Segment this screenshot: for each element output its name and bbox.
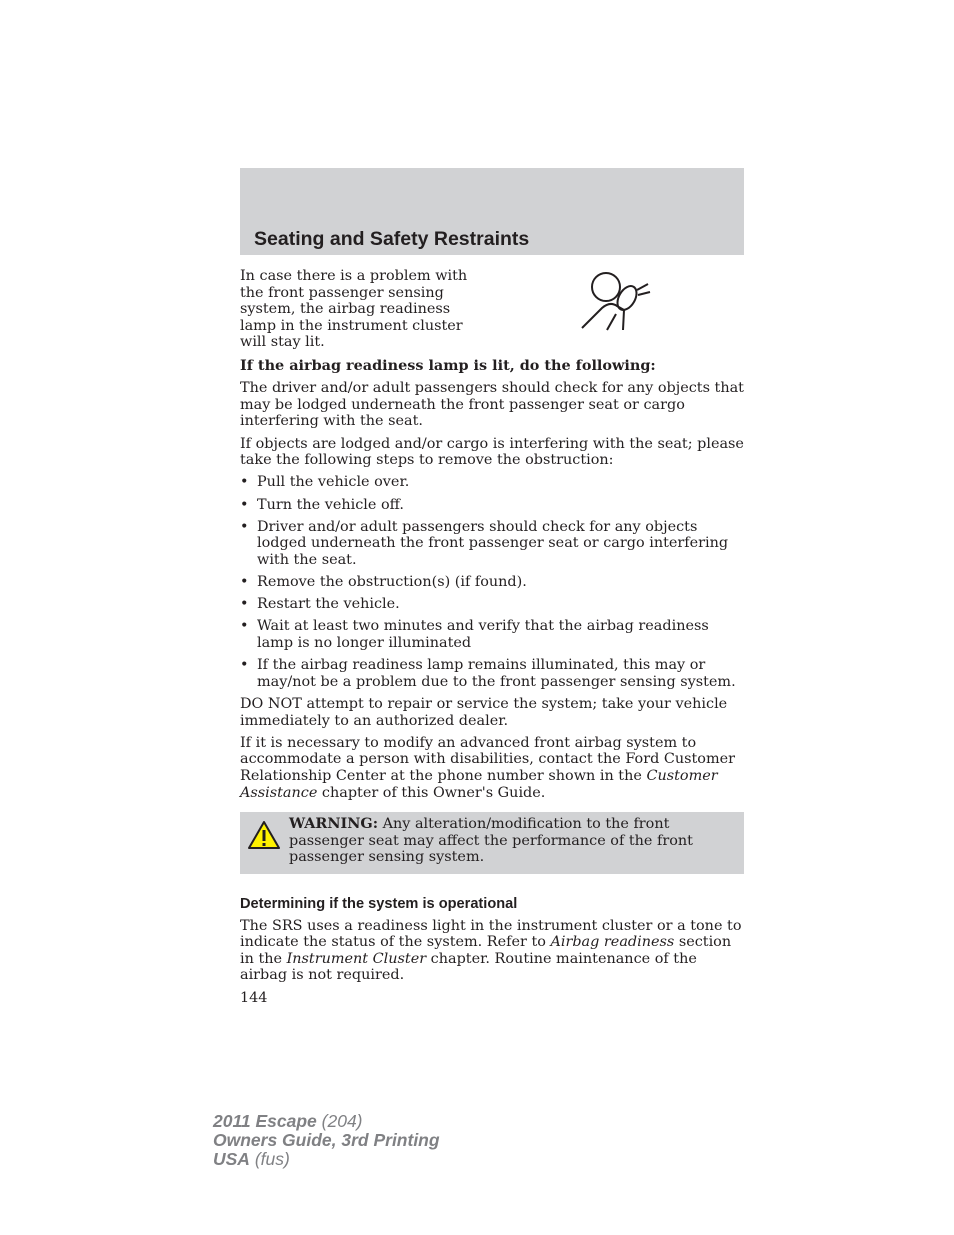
- list-item-text: Driver and/or adult passengers should check for any objects lodged underneath the front passenger seat or cargo interfering with the seat.: [257, 518, 729, 568]
- paragraph-obstruction: If objects are lodged and/or cargo is interfering with the seat; please take the following steps to remove the obstruction:: [240, 435, 744, 469]
- footer-line-model: [213, 1112, 440, 1131]
- srs-text-1: The SRS uses a readiness light in the instrument cluster or a tone to indicate the status of the system. Refer to: [240, 917, 742, 951]
- bullet: •: [240, 496, 249, 513]
- modify-text-end: chapter of this Owner's Guide.: [317, 784, 546, 801]
- airbag-readiness-icon: [580, 270, 652, 334]
- customer-assistance-reference: Customer Assistance: [240, 767, 718, 801]
- list-item-text: Pull the vehicle over.: [257, 474, 410, 491]
- do-not-paragraph: DO NOT attempt to repair or service the system; take your vehicle immediately to an authorized dealer.: [240, 696, 728, 729]
- warning-text: Any alteration/modification to the front passenger seat may affect the performance of the front passenger sensing system.: [289, 816, 693, 866]
- list-item: [240, 574, 744, 591]
- section-title: Seating and Safety Restraints: [254, 228, 530, 250]
- bullet: •: [240, 657, 249, 674]
- warning-label: WARNING:: [289, 815, 379, 833]
- modify-text-start: If it is necessary to modify an advanced front airbag system to accommodate a person with disabilities, contact the Ford Customer Relationship Center at the phone number shown in the: [240, 734, 736, 784]
- list-item-text: If the airbag readiness lamp remains illuminated, this may or may/not be a problem due to the front passenger sensing system.: [257, 657, 736, 690]
- intro-block: [240, 268, 744, 351]
- airbag-readiness-reference: Airbag readiness: [550, 934, 675, 951]
- bullet: •: [240, 596, 249, 613]
- list-item-text: Turn the vehicle off.: [257, 496, 404, 513]
- list-item: [240, 657, 744, 690]
- instruction-heading: If the airbag readiness lamp is lit, do the following:: [240, 356, 656, 374]
- intro-text: In case there is a problem with the front passenger sensing system, the airbag readiness lamp in the instrument cluster will stay lit.: [240, 268, 468, 351]
- srs-paragraph: [240, 918, 744, 984]
- list-item: [240, 596, 744, 613]
- list-item: [240, 497, 744, 514]
- subheading-operational: Determining if the system is operational: [240, 895, 518, 912]
- srs-text-3: chapter. Routine maintenance of the airbag is not required.: [240, 950, 697, 984]
- steps-list: [240, 474, 744, 690]
- list-item: [240, 474, 744, 491]
- footer-line-guide: Owners Guide, 3rd Printing: [213, 1130, 440, 1150]
- list-item-text: Restart the vehicle.: [257, 596, 400, 613]
- list-item-text: Wait at least two minutes and verify that the airbag readiness lamp is no longer illuminated: [257, 618, 709, 652]
- bullet: •: [240, 518, 249, 535]
- footer-model-code: (204): [316, 1111, 363, 1131]
- bullet: •: [240, 574, 249, 591]
- warning-triangle-icon: [247, 820, 281, 850]
- list-item-text: Remove the obstruction(s) (if found).: [257, 574, 527, 591]
- bullet: •: [240, 618, 249, 635]
- bullet: •: [240, 474, 249, 491]
- document-footer: [213, 1112, 440, 1169]
- footer-market: USA: [213, 1149, 250, 1169]
- paragraph-check-objects: The driver and/or adult passengers should check for any objects that may be lodged underneath the front passenger seat or cargo interfering with the seat.: [240, 380, 744, 430]
- list-item: [240, 618, 744, 651]
- footer-model: 2011 Escape: [213, 1111, 317, 1131]
- footer-market-code: (fus): [249, 1149, 290, 1169]
- modify-paragraph: [240, 735, 744, 801]
- section-header-band: [240, 168, 744, 255]
- instrument-cluster-reference: Instrument Cluster: [286, 950, 427, 967]
- page-number: 144: [240, 989, 268, 1006]
- page-content: [240, 268, 744, 1006]
- warning-box: [240, 812, 744, 874]
- list-item: [240, 519, 744, 569]
- srs-text-2: section in the: [240, 934, 732, 967]
- footer-line-market: [213, 1150, 440, 1169]
